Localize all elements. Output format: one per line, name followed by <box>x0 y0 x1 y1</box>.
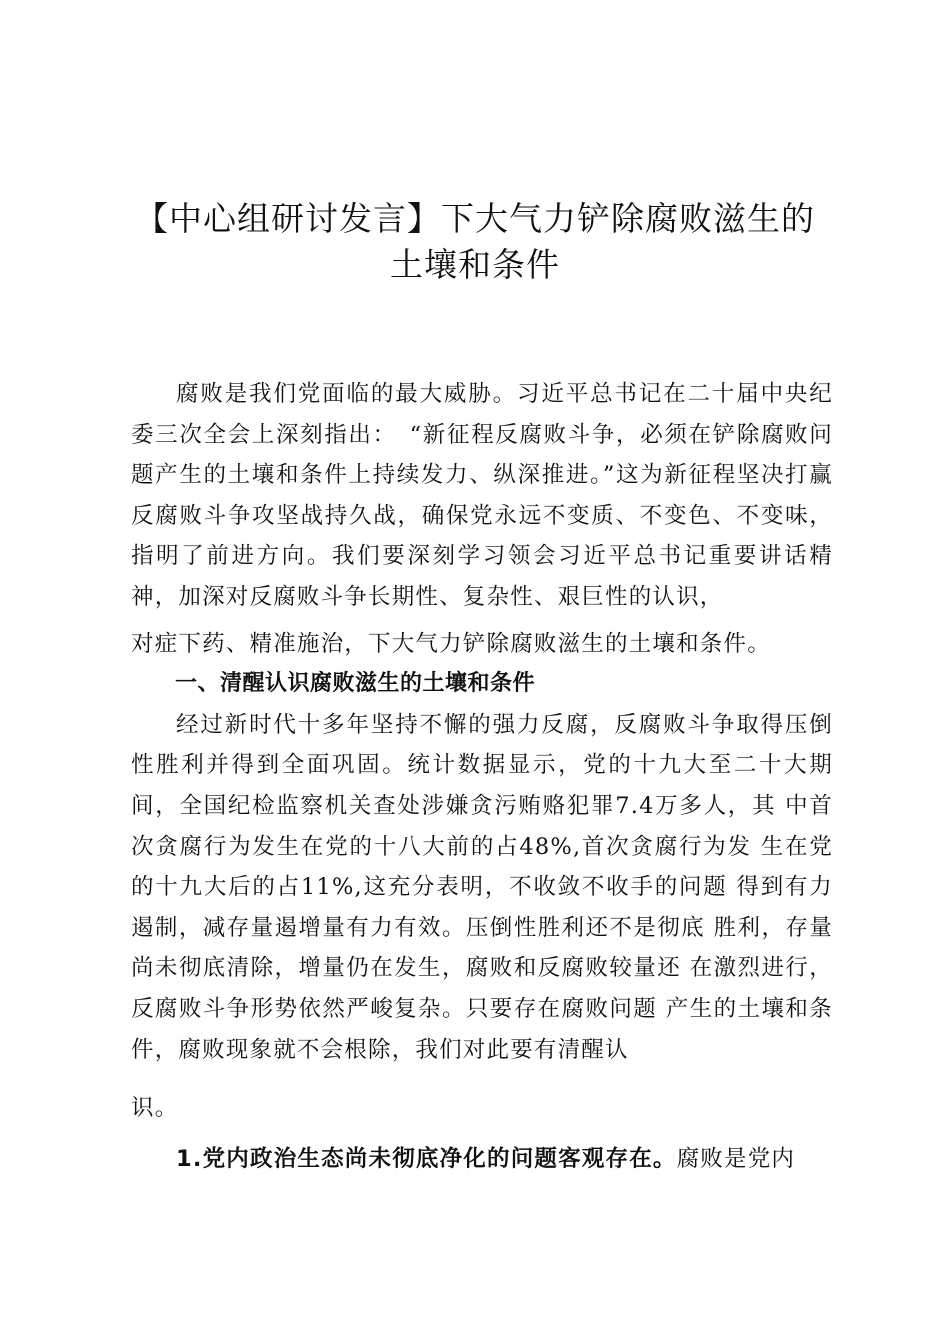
paragraph-intro-tail: 对症下药、精准施治，下大气力铲除腐败滋生的土壤和条件。 <box>131 630 771 657</box>
document-title <box>120 196 830 288</box>
title-line-1: 【中心组研讨发言】下大气力铲除腐败滋生的 <box>135 199 815 238</box>
paragraph-section-1: 经过新时代十多年坚持不懈的强力反腐，反腐败斗争取得压倒性胜利并得到全面巩固。统计数据显示，党的十九大至二十大期间，全国纪检监察机关查处涉嫌贪污贿赂犯罪7.4万多人，其 中首次贪腐行为发生在党的十八大前的占48%,首次贪腐行为发 生在党的十九大后的占11%,这充分表明，不收敛不收手的问题 得到有力遏制，减存量遏增量有力有效。压倒性胜利还不是彻底 胜利，存量尚未彻底清除，增量仍在发生，腐败和反腐败较量还 在激烈进行，反腐败斗争形势依然严峻复杂。只要存在腐败问题 产生的土壤和条件，腐败现象就不会根除，我们对此要有清醒认 <box>131 711 833 1063</box>
paragraph-section-1-tail: 识。 <box>131 1095 179 1122</box>
subsection-1-text: 腐败是党内 <box>676 1145 796 1172</box>
subsection-1 <box>131 1139 833 1180</box>
document-body <box>131 374 833 1179</box>
section-heading-1: 一、清醒认识腐败滋生的土壤和条件 <box>175 671 536 697</box>
subsection-1-lead: 1.党内政治生态尚未彻底净化的问题客观存在。 <box>176 1145 677 1172</box>
paragraph-intro: 腐败是我们党面临的最大威胁。习近平总书记在二十届中央纪委三次全会上深刻指出： “新征程反腐败斗争，必须在铲除腐败问题产生的土壤和条件上持续发力、纵深推进。”这为新征程坚决打赢反腐败斗争攻坚战持久战，确保党永远不变质、不变色、不变味，指明了前进方向。我们要深刻学习领会习近平总书记重要讲话精神，加深对反腐败斗争长期性、复杂性、艰巨性的认识， <box>131 381 833 610</box>
title-line-2: 土壤和条件 <box>390 245 560 284</box>
